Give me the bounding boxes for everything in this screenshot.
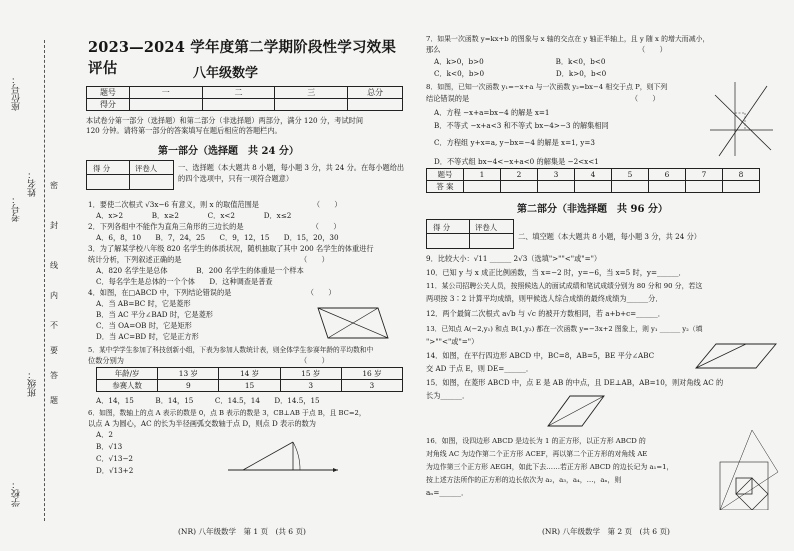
question-line: 按上述方法所作的正方形的边长依次为 a₂，a₃，a₄，…，aₙ，则	[426, 476, 622, 484]
answer-head: 题号	[427, 169, 464, 181]
school-label: 学校：	[12, 480, 22, 507]
option-line: A．方程 −x+a=bx−4 的解是 x=1	[434, 108, 550, 117]
option-line: A．14，15 B．14，15 C．14.5，14 D．14.5，15	[96, 396, 320, 405]
answer-head: 4	[575, 169, 612, 181]
option-line: C．√13−2	[96, 454, 134, 463]
answer-cell[interactable]	[538, 181, 575, 193]
score-cell[interactable]	[348, 99, 403, 111]
class-label: 班级：	[28, 370, 38, 397]
seal-char: 封	[50, 221, 58, 230]
question-line: 6．如图，数轴上的点 A 表示的数是 0，点 B 表示的数是 3，CB⊥AB 于点 B，且 BC=2，	[88, 409, 366, 417]
option-line: B．√13	[96, 442, 123, 451]
seal-char: 不	[50, 321, 58, 330]
part1-heading: 第一部分（选择题 共 24 分）	[158, 146, 299, 157]
grader-name-label: 评卷人	[475, 223, 498, 232]
grader-box	[426, 219, 514, 249]
option-line: A．2	[96, 430, 113, 439]
age-table	[96, 367, 403, 392]
answer-head: 6	[649, 169, 686, 181]
question-line: 8．如图，已知一次函数 y₁=−x+a 与一次函数 y₂=bx−4 相交于点 P，则下列	[426, 83, 668, 91]
answer-cell[interactable]	[649, 181, 686, 193]
seal-char: 题	[50, 396, 58, 405]
number-line-figure	[223, 420, 343, 480]
answer-head: 7	[686, 169, 723, 181]
question-line: 统计分析，下列叙述正确的是 （ ）	[88, 255, 329, 264]
age-cell: 3	[280, 380, 341, 392]
grader-score-label: 得 分	[93, 164, 111, 173]
question-line: ">""<"或"="）	[426, 337, 479, 346]
question-line: 1．要使二次根式 √3x−6 有意义，则 x 的取值范围是 （ ）	[88, 200, 342, 209]
option-line: C．方程组 y+x=a, y−bx=−4 的解是 x=1, y=3	[434, 138, 595, 147]
answer-head: 3	[538, 169, 575, 181]
age-head: 16 岁	[341, 368, 402, 380]
section1-heading: 一、选择题（本大题共 8 小题，每小题 3 分，共 24 分。在每小题给出	[178, 163, 405, 172]
function-graph-figure	[705, 80, 775, 158]
exam-subtitle: 八年级数学	[193, 66, 259, 81]
question-line: 3．为了解某学校八年级 820 名学生的体质状况，随机抽取了其中 200 名学生的体重进行	[88, 244, 374, 253]
option-line: B．不等式 −x+a<3 和不等式 bx−4>−3 的解集相同	[434, 121, 609, 130]
question-line: 7．如果一次函数 y=kx+b 的图象与 x 轴的交点在 y 轴正半轴上，且 y 随 x 的增大而减小，	[426, 35, 710, 43]
intro-line: 120 分钟。请将第一部分的答案填写在题后相应的答题栏内。	[86, 126, 282, 135]
score-head: 总分	[348, 87, 403, 99]
question-line: 11．某公司招聘公关人员，按照候选人的面试成绩和笔试成绩分别为 80 分和 90 分，若这	[426, 282, 703, 290]
age-row-head: 参赛人数	[97, 380, 158, 392]
answer-cell[interactable]	[723, 181, 760, 193]
option-line: A．6，8，10 B．7，24，25 C．9，12，15 D．15，20，30	[96, 233, 339, 242]
age-head: 15 岁	[280, 368, 341, 380]
option-line: C．当 OA=OB 时，它是矩形	[96, 321, 192, 330]
answer-cell[interactable]	[501, 181, 538, 193]
question-line: 位数分别为 （ ）	[88, 356, 329, 365]
option-line: C．每名学生是总体的一个个体 D．这种调查是普查	[96, 277, 273, 286]
answer-row-head: 答 案	[427, 181, 464, 193]
age-cell: 15	[219, 380, 280, 392]
question-line: 16．如图，设四边形 ABCD 是边长为 1 的正方形，以正方形 ABCD 的	[426, 437, 646, 445]
score-head: 一	[129, 87, 202, 99]
parallelogram-figure	[308, 300, 398, 345]
option-line: C．k<0，b>0 D．k>0，b<0	[434, 69, 607, 78]
seal-char: 内	[50, 291, 58, 300]
part2-heading: 第二部分（非选择题 共 96 分）	[517, 204, 668, 215]
parallelogram-figure-q14	[690, 338, 780, 374]
intro-line: 本试卷分第一部分（选择题）和第二部分（非选择题）两部分，满分 120 分，考试时间	[86, 116, 364, 125]
question-line: 9．比较大小：√11 ______ 2√3（选填">""<"或"="）	[426, 254, 602, 263]
question-line: 5．某中学学生参加了科技创新小组，下表为参加人数统计表，则全体学生参赛年龄的平均数和中	[88, 346, 374, 354]
exam-title: 2023—2024 学年度第二学期阶段性学习效果评估	[88, 39, 397, 77]
seal-char: 要	[50, 346, 58, 355]
option-line: A．820 名学生是总体 B．200 名学生的体重是一个样本	[96, 266, 304, 275]
seal-char: 密	[50, 181, 58, 190]
answer-table	[426, 168, 760, 193]
option-line: A．当 AB=BC 时，它是菱形	[96, 299, 191, 308]
question-line: 以点 A 为圆心，AC 的长为半径画弧交数轴于点 D，则点 D 表示的数为	[88, 419, 316, 428]
option-line: B．当 AC 平分∠BAD 时，它是菱形	[96, 310, 213, 319]
score-head: 二	[202, 87, 275, 99]
answer-head: 2	[501, 169, 538, 181]
exam-number-label: 考号：	[12, 195, 22, 222]
score-cell[interactable]	[129, 99, 202, 111]
question-line: 长为______．	[426, 391, 470, 400]
answer-cell[interactable]	[686, 181, 723, 193]
option-line: A．x>2 B．x≥2 C．x<2 D．x≤2	[96, 211, 292, 220]
seal-char: 线	[50, 261, 58, 270]
age-head: 年龄/岁	[97, 368, 158, 380]
question-line: 14．如图，在平行四边形 ABCD 中，BC=8，AB=5，BE 平分∠ABC	[426, 351, 655, 360]
answer-cell[interactable]	[464, 181, 501, 193]
question-line: aₙ=______．	[426, 488, 469, 497]
question-line: 两项按 3∶2 计算平均成绩，则甲候选人综合成绩的最终成绩为______分．	[426, 294, 663, 303]
score-head: 题号	[87, 87, 130, 99]
question-line: 12．两个最简二次根式 a√b 与 √c 的被开方数相同，若 a+b+c=______．	[426, 309, 665, 318]
question-line: 2．下列各组中不能作为直角三角形的三边长的是 （ ）	[88, 222, 341, 231]
score-row-head: 得分	[87, 99, 130, 111]
question-line: 15．如图，在菱形 ABCD 中，点 E 是 AB 的中点，且 DE⊥AB，AB=10，则对角线 AC 的	[426, 378, 724, 387]
score-head: 三	[275, 87, 348, 99]
seal-line	[44, 40, 45, 521]
name-label: 姓名：	[28, 170, 38, 197]
score-cell[interactable]	[202, 99, 275, 111]
nested-squares-figure	[712, 426, 780, 510]
grader-name-label: 评卷人	[135, 164, 158, 173]
page-footer: (NR) 八年级数学 第 1 页 (共 6 页)	[178, 527, 306, 536]
age-cell: 9	[158, 380, 219, 392]
question-line: 4．如图，在□ABCD 中，下列结论错误的是 （ ）	[88, 288, 336, 297]
page-2	[422, 0, 782, 551]
seat-number-label: 座位号：	[12, 75, 22, 111]
option-line: D．当 AC=BD 时，它是正方形	[96, 332, 199, 341]
grader-score-label: 得 分	[433, 223, 451, 232]
question-line: 结论错误的是 （ ）	[426, 94, 660, 103]
page-1	[58, 0, 403, 551]
score-cell[interactable]	[275, 99, 348, 111]
answer-cell[interactable]	[612, 181, 649, 193]
option-line: D．√13+2	[96, 466, 134, 475]
section2-heading: 二、填空题（本大题共 8 小题，每小题 3 分，共 24 分）	[518, 232, 701, 241]
binding-strip	[0, 0, 56, 551]
answer-head: 8	[723, 169, 760, 181]
answer-head: 5	[612, 169, 649, 181]
age-head: 14 岁	[219, 368, 280, 380]
option-line: D．不等式组 bx−4<−x+a<0 的解集是 −2<x<1	[434, 157, 599, 166]
age-cell: 3	[341, 380, 402, 392]
question-line: 对角线 AC 为边作第二个正方形 ACEF，再以第二个正方形的对角线 AE	[426, 450, 648, 458]
score-table	[86, 86, 403, 111]
question-line: 13．已知点 A(−2,y₁) 和点 B(1,y₂) 都在一次函数 y=−3x+2 图象上，则 y₁ ______ y₂（填	[426, 325, 703, 333]
answer-cell[interactable]	[575, 181, 612, 193]
seal-char: 答	[50, 371, 58, 380]
page-footer: (NR) 八年级数学 第 2 页 (共 6 页)	[542, 527, 670, 536]
question-line: 那么 （ ）	[426, 45, 667, 54]
question-line: 交 AD 于点 E，则 DE=______．	[426, 364, 534, 373]
rhombus-figure	[542, 390, 612, 432]
question-line: 为边作第三个正方形 AEGH，如此下去……若正方形 ABCD 的边长记为 a₁=1，	[426, 463, 674, 471]
answer-head: 1	[464, 169, 501, 181]
question-line: 10．已知 y 与 x 成正比例函数，当 x=−2 时，y=−6，当 x=5 时，y=______．	[426, 268, 686, 277]
section1-heading: 的四个选项中，只有一项符合题意）	[178, 174, 294, 183]
grader-box	[86, 160, 174, 190]
age-head: 13 岁	[158, 368, 219, 380]
option-line: A．k>0，b>0 B．k<0，b<0	[434, 57, 606, 66]
